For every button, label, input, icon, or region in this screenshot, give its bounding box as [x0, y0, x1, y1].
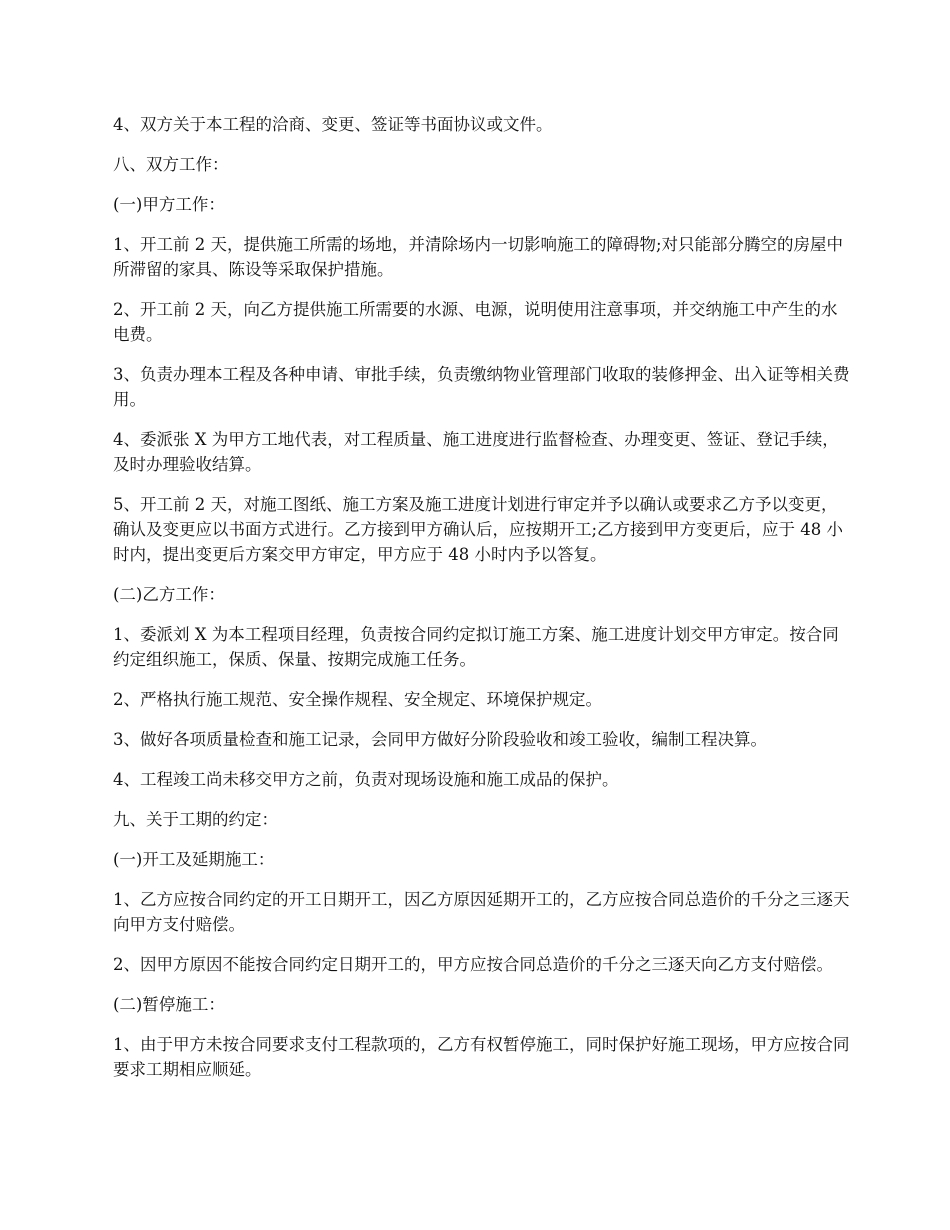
paragraph-party-a-5: 5、开工前 2 天，对施工图纸、施工方案及施工进度计划进行审定并予以确认或要求乙方予以变更，确认及变更应以书面方式进行。乙方接到甲方确认后，应按期开工;乙方接到甲方变更后，应于 48 小时内，提出变更后方案交甲方审定，甲方应于 48 小时内予以答复。: [113, 495, 844, 564]
paragraph-party-b-1: 1、委派刘 X 为本工程项目经理，负责按合同约定拟订施工方案、施工进度计划交甲方审定。按合同约定组织施工，保质、保量、按期完成施工任务。: [113, 625, 839, 669]
section-heading-8: 八、双方工作：: [113, 155, 229, 174]
paragraph-party-b-4: 4、工程竣工尚未移交甲方之前，负责对现场设施和施工成品的保护。: [113, 770, 619, 789]
subsection-heading-suspension: (二)暂停施工：: [113, 995, 225, 1014]
subsection-heading-party-a: (一)甲方工作：: [113, 195, 225, 214]
document-page: [113, 112, 853, 1097]
paragraph-party-a-4: 4、委派张 X 为甲方工地代表，对工程质量、施工进度进行监督检查、办理变更、签证、登记手续，及时办理验收结算。: [113, 430, 839, 474]
paragraph-party-a-2: 2、开工前 2 天，向乙方提供施工所需要的水源、电源，说明使用注意事项，并交纳施工中产生的水电费。: [113, 300, 838, 344]
paragraph-party-a-3: 3、负责办理本工程及各种申请、审批手续，负责缴纳物业管理部门收取的装修押金、出入证等相关费用。: [113, 365, 850, 409]
paragraph-start-delay-2: 2、因甲方原因不能按合同约定日期开工的，甲方应按合同总造价的千分之三逐天向乙方支付赔偿。: [113, 955, 833, 974]
paragraph-suspension-1: 1、由于甲方未按合同要求支付工程款项的，乙方有权暂停施工，同时保护好施工现场，甲方应按合同要求工期相应顺延。: [113, 1035, 850, 1079]
section-heading-9: 九、关于工期的约定：: [113, 810, 278, 829]
paragraph-party-a-1: 1、开工前 2 天，提供施工所需的场地，并清除场内一切影响施工的障碍物;对只能部分腾空的房屋中所滞留的家具、陈设等采取保护措施。: [113, 235, 844, 279]
paragraph-item-4-clause: 4、双方关于本工程的洽商、变更、签证等书面协议或文件。: [113, 115, 553, 134]
paragraph-party-b-2: 2、严格执行施工规范、安全操作规程、安全规定、环境保护规定。: [113, 690, 602, 709]
paragraph-start-delay-1: 1、乙方应按合同约定的开工日期开工，因乙方原因延期开工的，乙方应按合同总造价的千分之三逐天向甲方支付赔偿。: [113, 890, 850, 934]
subsection-heading-party-b: (二)乙方工作：: [113, 585, 225, 604]
subsection-heading-start-delay: (一)开工及延期施工：: [113, 850, 275, 869]
paragraph-party-b-3: 3、做好各项质量检查和施工记录，会同甲方做好分阶段验收和竣工验收，编制工程决算。: [113, 730, 767, 749]
